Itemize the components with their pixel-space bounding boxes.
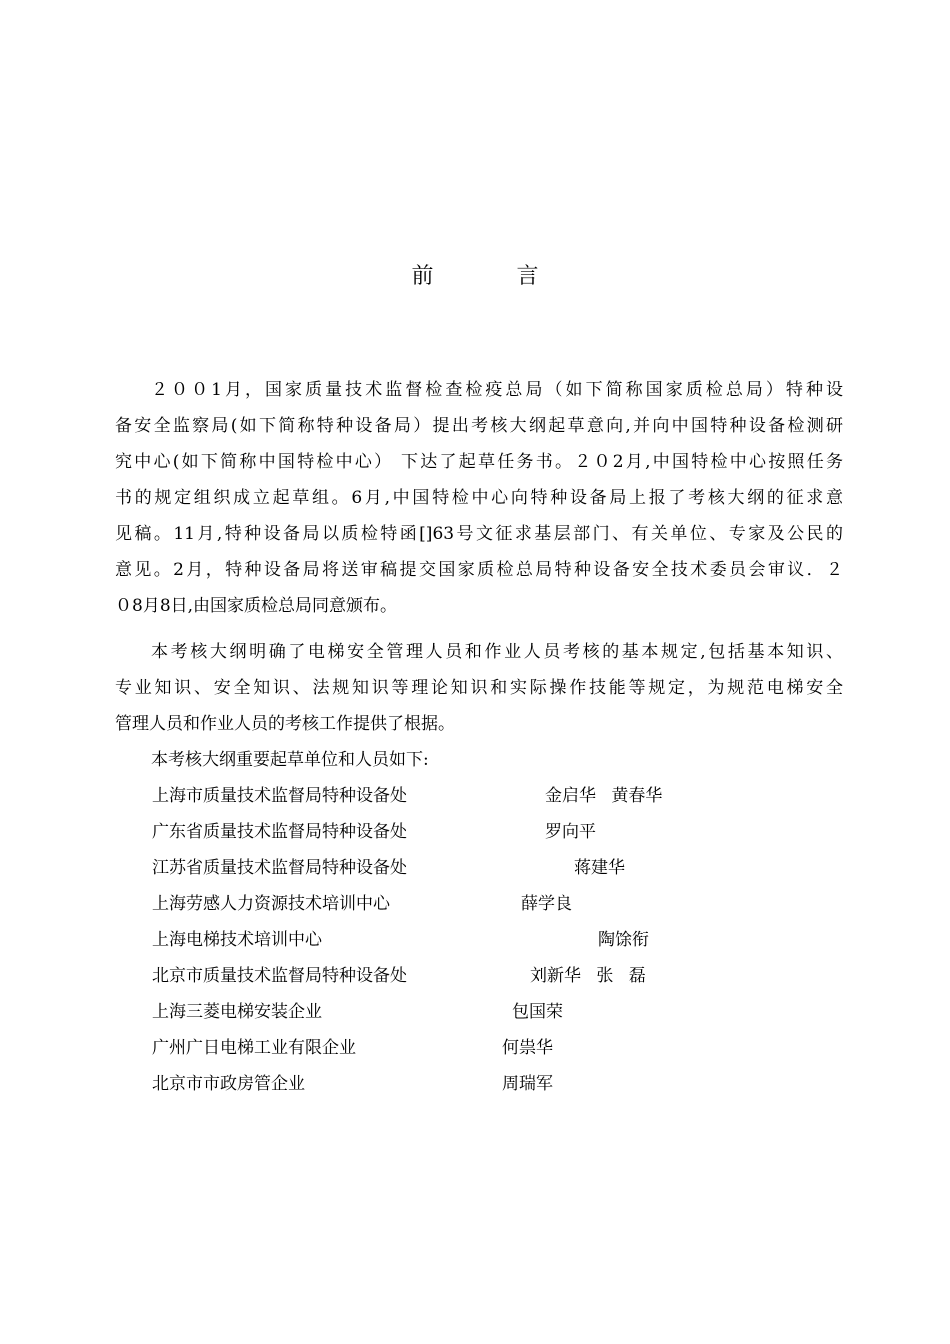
drafter-unit: 北京市市政房管企业: [152, 1074, 305, 1094]
drafter-persons: 罗向平: [545, 822, 596, 842]
drafter-row: [0, 814, 950, 850]
page-title: 前 言: [411, 264, 577, 289]
drafter-row: [0, 922, 950, 958]
paragraph-line: 本考核大纲重要起草单位和人员如下:: [151, 750, 429, 770]
drafter-row: [0, 886, 950, 922]
drafter-row: [0, 778, 950, 814]
paragraph-line: 备安全监察局(如下简称特种设备局）提出考核大纲起草意向,并向中国特种设备检测研: [115, 416, 843, 436]
paragraph-line: 专业知识、安全知识、法规知识等理论知识和实际操作技能等规定，为规范电梯安全: [115, 678, 843, 698]
drafter-persons: 蒋建华: [574, 858, 625, 878]
drafter-row: [0, 1066, 950, 1102]
drafter-persons: 薛学良: [521, 894, 572, 914]
drafter-persons: 何祟华: [502, 1038, 553, 1058]
drafter-row: [0, 994, 950, 1030]
drafter-unit: 江苏省质量技术监督局特种设备处: [152, 858, 407, 878]
drafter-unit: 上海三菱电梯安装企业: [152, 1002, 322, 1022]
drafter-unit: 北京市质量技术监督局特种设备处: [152, 966, 407, 986]
drafter-row: [0, 958, 950, 994]
drafter-unit: 上海劳感人力资源技术培训中心: [152, 894, 390, 914]
drafter-persons: 刘新华 张 磊: [530, 966, 646, 986]
paragraph-line: 管理人员和作业人员的考核工作提供了根据。: [115, 714, 455, 734]
drafter-unit: 广州广日电梯工业有限企业: [152, 1038, 356, 1058]
drafter-row: [0, 1030, 950, 1066]
paragraph-line: 本考核大纲明确了电梯安全管理人员和作业人员考核的基本规定,包括基本知识、: [151, 642, 843, 662]
paragraph-drafters-intro: [115, 742, 843, 778]
paragraph-line: 究中心(如下简称中国特检中心） 下达了起草任务书。２０2月,中国特检中心按照任务: [115, 452, 843, 472]
drafter-persons: 包国荣: [512, 1002, 563, 1022]
drafter-row: [0, 850, 950, 886]
drafter-unit: 上海电梯技术培训中心: [152, 930, 322, 950]
paragraph-scope: [115, 634, 843, 742]
drafter-unit: 广东省质量技术监督局特种设备处: [152, 822, 407, 842]
drafter-persons: 周瑞军: [502, 1074, 553, 1094]
paragraph-line: 见稿。11月,特种设备局以质检特函[]63号文征求基层部门、有关单位、专家及公民的: [115, 524, 843, 544]
drafter-persons: 金启华 黄春华: [545, 786, 663, 806]
drafter-unit: 上海市质量技术监督局特种设备处: [152, 786, 407, 806]
paragraph-line: ０8月8日,由国家质检总局同意颁布。: [115, 596, 398, 616]
paragraph-line: 意见。2月，特种设备局将送审稿提交国家质检总局特种设备安全技术委员会审议．２: [115, 560, 843, 580]
paragraph-line: ２００1月，国家质量技术监督检查检疫总局（如下简称国家质检总局）特种设: [151, 380, 843, 400]
drafter-persons: 陶馀衔: [598, 930, 649, 950]
paragraph-line: 书的规定组织成立起草组。6月,中国特检中心向特种设备局上报了考核大纲的征求意: [115, 488, 843, 508]
paragraph-history: [115, 372, 843, 624]
